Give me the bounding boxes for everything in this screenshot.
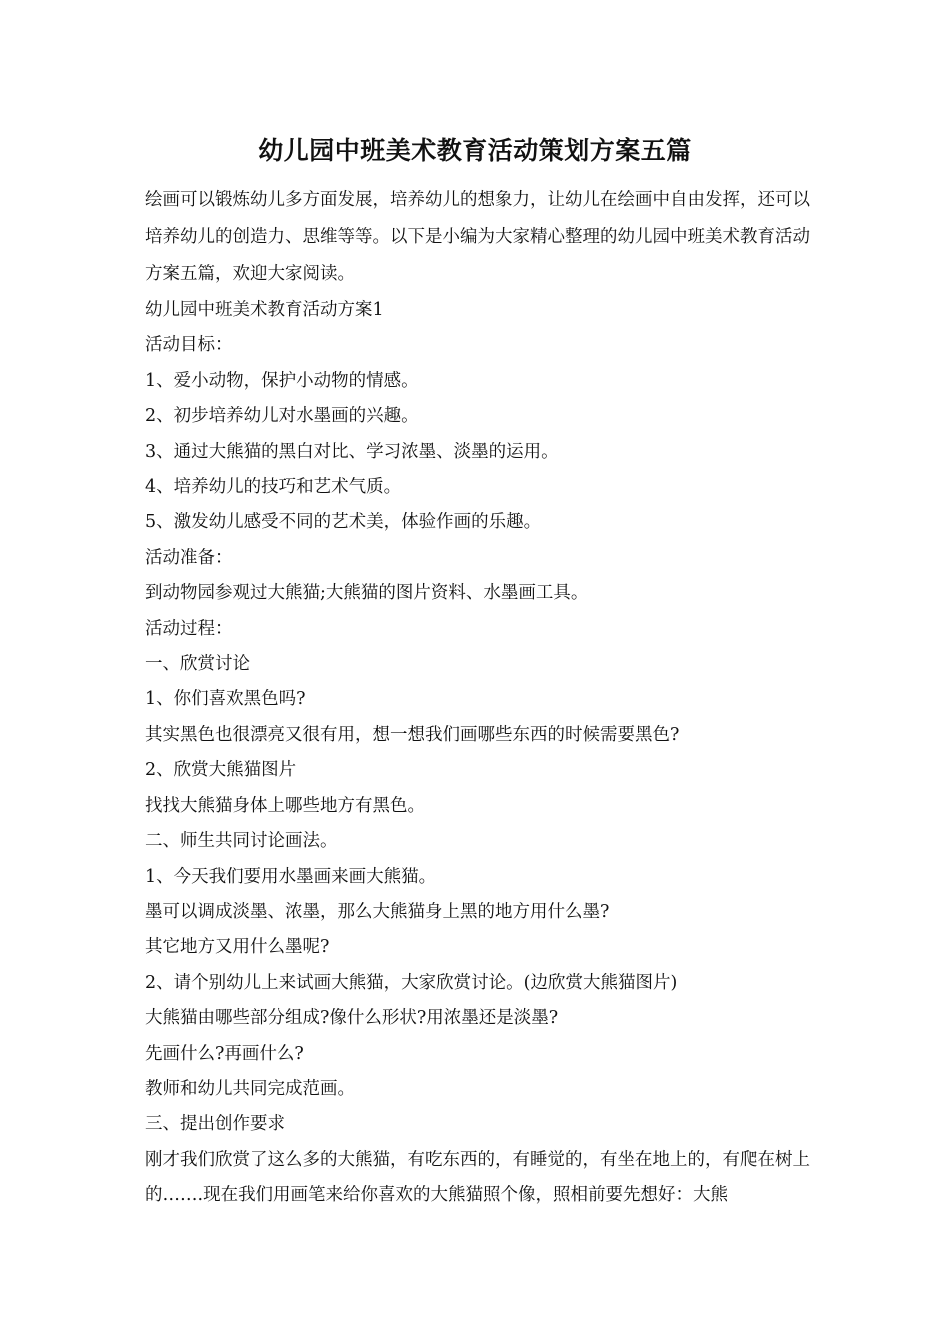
body-line: 1、今天我们要用水墨画来画大熊猫。	[145, 866, 437, 887]
final-paragraph: 刚才我们欣赏了这么多的大熊猫，有吃东西的，有睡觉的，有坐在地上的，有爬在树上的…….现在我们用画笔来给你喜欢的大熊猫照个像，照相前要先想好：大熊	[145, 1149, 810, 1206]
activity-process-label: 活动过程：	[145, 618, 233, 639]
goal-item: 2、初步培养幼儿对水墨画的兴趣。	[145, 406, 419, 427]
document-title: 幼儿园中班美术教育活动策划方案五篇	[258, 136, 692, 165]
body-line: 其实黑色也很漂亮又很有用，想一想我们画哪些东西的时候需要黑色?	[145, 724, 680, 745]
section-heading: 幼儿园中班美术教育活动方案1	[145, 300, 384, 320]
body-line: 找找大熊猫身体上哪些地方有黑色。	[145, 795, 425, 816]
goal-item: 4、培养幼儿的技巧和艺术气质。	[145, 477, 402, 498]
body-line: 大熊猫由哪些部分组成?像什么形状?用浓墨还是淡墨?	[145, 1008, 559, 1029]
process-step-heading: 二、师生共同讨论画法。	[145, 831, 338, 852]
body-line: 墨可以调成淡墨、浓墨，那么大熊猫身上黑的地方用什么墨?	[145, 901, 610, 922]
process-step-heading: 三、提出创作要求	[145, 1114, 285, 1135]
process-step-heading: 一、欣赏讨论	[145, 654, 250, 675]
preparation-text: 到动物园参观过大熊猫;大熊猫的图片资料、水墨画工具。	[145, 583, 589, 604]
document-body	[145, 182, 810, 1214]
intro-paragraph: 绘画可以锻炼幼儿多方面发展，培养幼儿的想象力，让幼儿在绘画中自由发挥，还可以培养幼儿的创造力、思维等等。以下是小编为大家精心整理的幼儿园中班美术教育活动方案五篇，欢迎大家阅读。	[145, 190, 810, 284]
activity-preparation-label: 活动准备：	[145, 547, 233, 568]
body-line: 其它地方又用什么墨呢?	[145, 937, 330, 958]
goal-item: 3、通过大熊猫的黑白对比、学习浓墨、淡墨的运用。	[145, 441, 559, 462]
body-line: 2、请个别幼儿上来试画大熊猫，大家欣赏讨论。(边欣赏大熊猫图片)	[145, 972, 678, 993]
goal-item: 1、爱小动物，保护小动物的情感。	[145, 370, 419, 391]
body-line: 1、你们喜欢黑色吗?	[145, 689, 306, 710]
body-line: 教师和幼儿共同完成范画。	[145, 1078, 355, 1099]
goal-item: 5、激发幼儿感受不同的艺术美，体验作画的乐趣。	[145, 512, 542, 533]
body-line: 2、欣赏大熊猫图片	[145, 760, 297, 781]
activity-goals-label: 活动目标：	[145, 335, 233, 356]
body-line: 先画什么?再画什么?	[145, 1043, 304, 1064]
